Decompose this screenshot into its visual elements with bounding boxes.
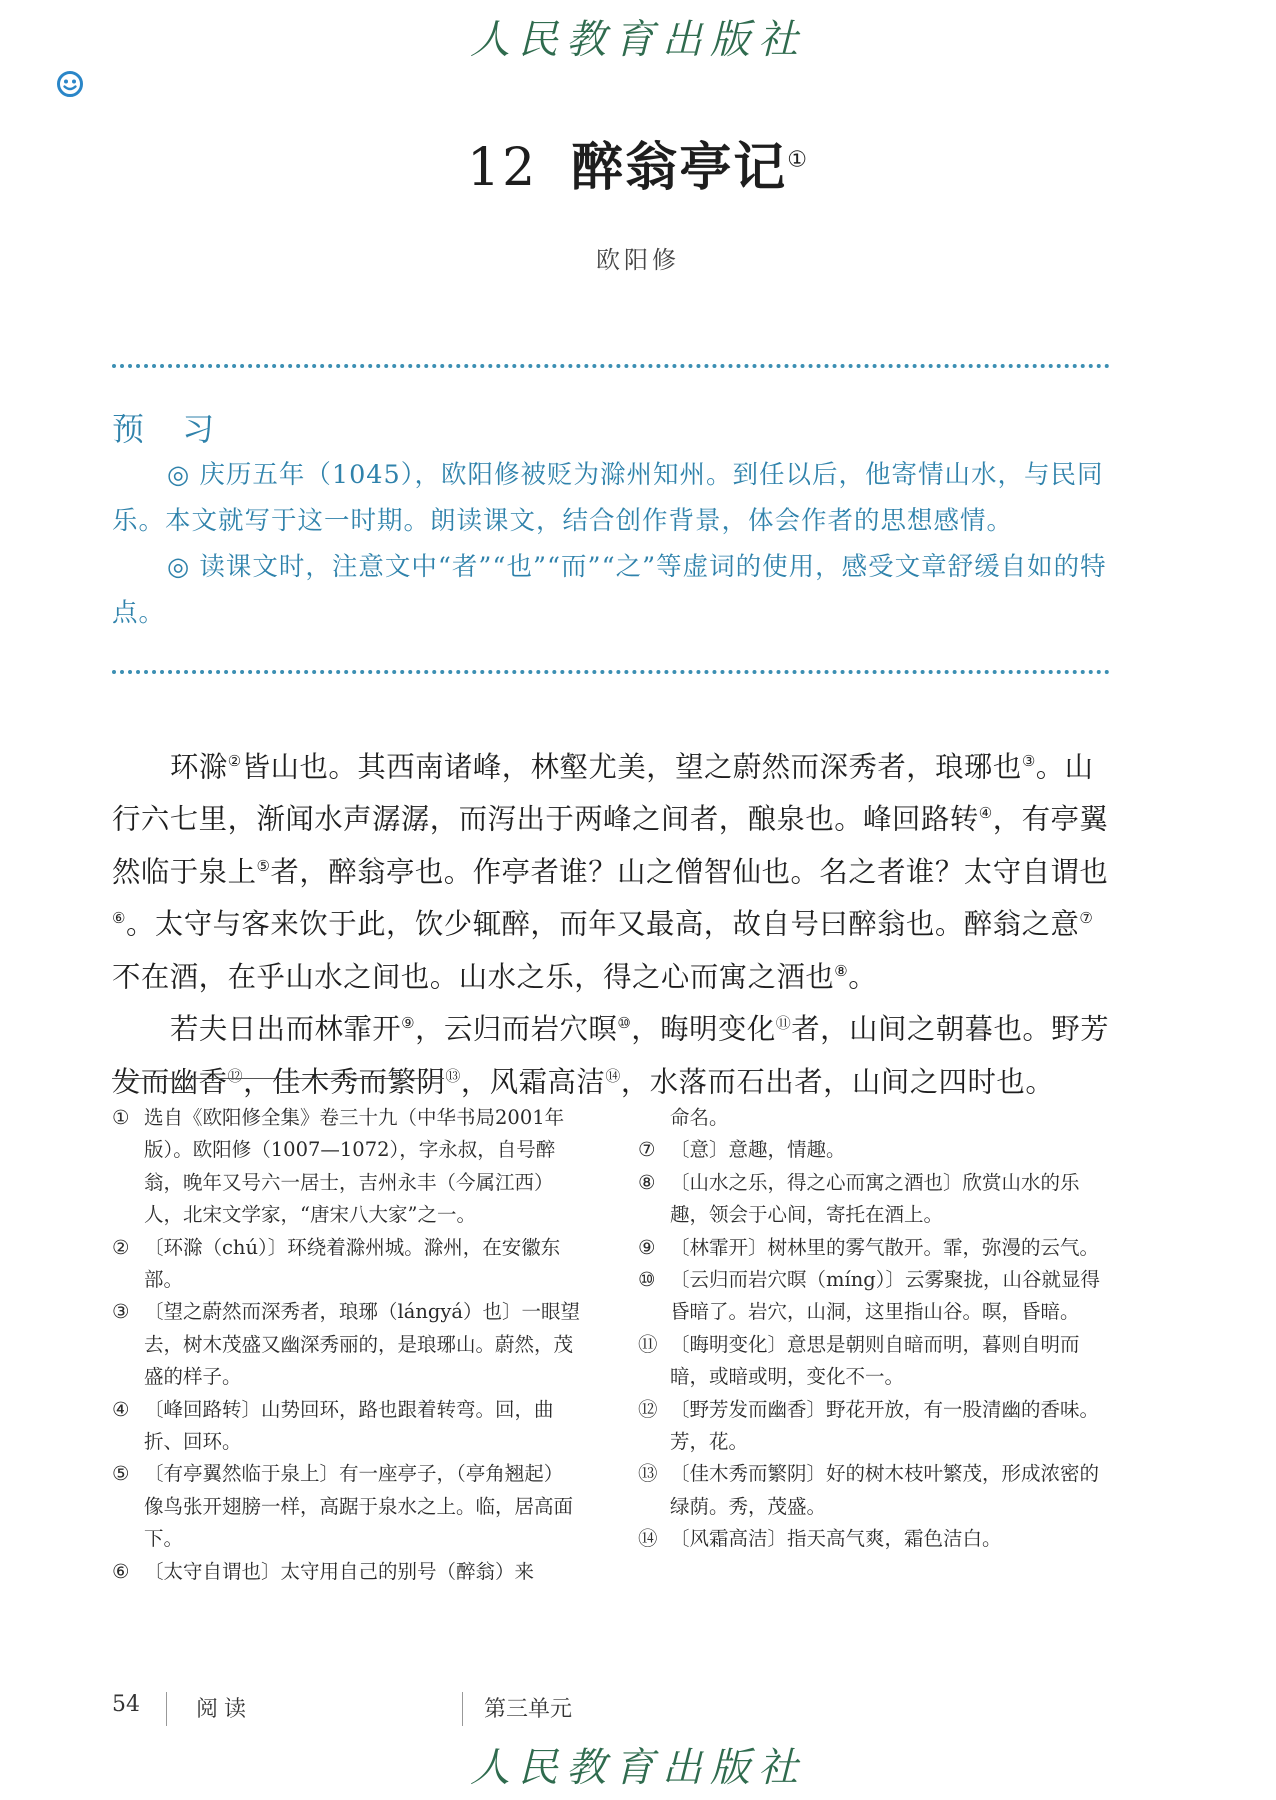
text-segment: 皆山也。其西南诸峰，林壑尤美，望之蔚然而深秀者，琅琊也 xyxy=(241,750,1022,784)
footnote xyxy=(638,1102,1113,1134)
footer-section: 阅读 xyxy=(196,1697,253,1722)
main-text xyxy=(112,738,1110,1105)
footnote-ref[interactable]: ③ xyxy=(1021,752,1036,770)
footer-divider-2 xyxy=(462,1692,463,1726)
footnote-text: 〔太守自谓也〕太守用自己的别号（醉翁）来 xyxy=(144,1559,535,1583)
text-segment: 者，山间之朝暮也。野芳发而幽香 xyxy=(112,1012,1110,1099)
text-segment: 者，醉翁亭也。作亭者谁？山之僧智仙也。名之者谁？太守自谓也 xyxy=(270,855,1109,889)
footnote-ref[interactable]: ⑥ xyxy=(112,909,126,928)
footnote xyxy=(112,1458,582,1555)
footnote xyxy=(638,1232,1113,1264)
text-segment: ，佳木秀而繁阴 xyxy=(243,1065,446,1099)
footnote-ref[interactable]: ⑨ xyxy=(401,1014,416,1033)
text-segment: 。太守与客来饮于此，饮少辄醉，而年又最高，故自号曰醉翁也。醉翁之意 xyxy=(125,907,1080,941)
footnote xyxy=(638,1167,1113,1232)
smiley-icon[interactable] xyxy=(56,70,84,98)
footnote-mark: ② xyxy=(112,1235,130,1259)
author-name: 欧阳修 xyxy=(596,246,680,274)
footnote-mark: ⑥ xyxy=(112,1559,130,1583)
text-segment: 。 xyxy=(848,960,878,994)
footnote-text: 〔望之蔚然而深秀者，琅琊（lángyá）也〕一眼望去，树木茂盛又幽深秀丽的，是琅琊山。蔚然，茂盛的样子。 xyxy=(144,1300,581,1389)
page-number: 54 xyxy=(112,1692,140,1717)
paragraph-2 xyxy=(112,1000,1110,1105)
footnote-mark: ⑧ xyxy=(638,1170,656,1194)
footnote-mark: ⑫ xyxy=(638,1397,658,1421)
text-segment: 。山行六七里，渐闻水声潺潺，而泻出于两峰之间者，酿泉也。峰回路转 xyxy=(112,750,1094,836)
text-segment: ，风霜高洁 xyxy=(460,1065,606,1099)
footnote-mark: ④ xyxy=(112,1397,130,1421)
preview-item-2: ◎ 读课文时，注意文中“者”“也”“而”“之”等虚词的使用，感受文章舒缓自如的特点。 xyxy=(112,552,1107,628)
footnote-text: 〔山水之乐，得之心而寓之酒也〕欣赏山水的乐趣，领会于心间，寄托在酒上。 xyxy=(670,1170,1080,1227)
footnote-mark: ⑦ xyxy=(638,1138,656,1162)
footnote xyxy=(638,1458,1113,1523)
text-segment: 不在酒，在乎山水之间也。山水之乐，得之心而寓之酒也 xyxy=(112,960,835,994)
footnote xyxy=(112,1394,582,1459)
footer-unit: 第三单元 xyxy=(484,1697,573,1722)
footer-divider-1 xyxy=(166,1692,167,1726)
paragraph-1 xyxy=(112,738,1110,1000)
footnote-ref[interactable]: ④ xyxy=(978,804,993,823)
footnote xyxy=(112,1102,582,1232)
lesson-number: 12 xyxy=(467,138,538,198)
footnote-text: 〔峰回路转〕山势回环，路也跟着转弯。回，曲折、回环。 xyxy=(144,1397,554,1454)
footnote-ref[interactable]: ⑩ xyxy=(617,1014,632,1033)
footnote-ref[interactable]: ⑪ xyxy=(775,1014,792,1033)
footnote-mark: ⑪ xyxy=(638,1332,658,1356)
publisher-watermark-top: 人民教育出版社 xyxy=(470,17,806,63)
text-segment: 环滁 xyxy=(170,750,228,784)
text-segment: ，晦明变化 xyxy=(631,1012,776,1046)
footnote-ref[interactable]: ⑬ xyxy=(445,1066,461,1085)
preview-item-1: ◎ 庆历五年（1045），欧阳修被贬为滁州知州。到任以后，他寄情山水，与民同乐。本文就写于这一时期。朗读课文，结合创作背景，体会作者的思想感情。 xyxy=(112,460,1104,536)
footnote xyxy=(112,1556,582,1588)
footnote-text: 〔野芳发而幽香〕野花开放，有一股清幽的香味。芳，花。 xyxy=(670,1397,1100,1454)
footnote-mark: ⑩ xyxy=(638,1268,656,1292)
footnote xyxy=(112,1296,582,1393)
footnote-text: 〔林霏开〕树林里的雾气散开。霏，弥漫的云气。 xyxy=(670,1235,1100,1259)
footnote-mark: ⑬ xyxy=(638,1462,658,1486)
text-segment: 若夫日出而林霏开 xyxy=(170,1012,402,1046)
footnote-text: 〔云归而岩穴暝（míng）〕云雾聚拢，山谷就显得昏暗了。岩穴，山洞，这里指山谷。暝，昏暗。 xyxy=(670,1268,1101,1324)
title-footnote-mark: ① xyxy=(787,147,809,173)
footnote-mark: ① xyxy=(112,1106,130,1129)
footnote-mark: ⑨ xyxy=(638,1235,656,1259)
footnote-text: 〔环滁（chú）〕环绕着滁州城。滁州，在安徽东部。 xyxy=(144,1235,561,1292)
footnote-ref[interactable]: ⑧ xyxy=(834,961,849,980)
footnote-mark: ⑤ xyxy=(112,1462,130,1486)
footnote-text: 〔有亭翼然临于泉上〕有一座亭子，（亭角翘起）像鸟张开翅膀一样，高踞于泉水之上。临，居高面下。 xyxy=(144,1462,574,1551)
dotted-divider-bottom xyxy=(112,670,1110,674)
footnote-ref[interactable]: ⑦ xyxy=(1079,909,1094,928)
footnote xyxy=(638,1264,1113,1329)
footnote xyxy=(638,1394,1113,1459)
footnote xyxy=(112,1232,582,1297)
text-segment: ，水落而石出者，山间之四时也。 xyxy=(620,1065,1055,1099)
footnote-mark: ⑭ xyxy=(638,1527,658,1551)
dotted-divider-top xyxy=(112,364,1110,368)
footnote-ref[interactable]: ⑤ xyxy=(256,856,271,875)
footnote-text: 选自《欧阳修全集》卷三十九（中华书局2001年版）。欧阳修（1007—1072），字永叔，自号醉翁，晚年又号六一居士，吉州永丰（今属江西）人，北宋文学家，“唐宋八大家”之一。 xyxy=(144,1106,565,1227)
footnote-ref[interactable]: ② xyxy=(227,752,242,770)
footnote-text: 〔风霜高洁〕指天高气爽，霜色洁白。 xyxy=(670,1527,1002,1551)
footnote-mark: ③ xyxy=(112,1300,130,1324)
footnote-text: 命名。 xyxy=(670,1106,729,1129)
footnote-rule xyxy=(112,1078,444,1079)
footnote xyxy=(638,1134,1113,1166)
text-segment: ，有亭翼然临于泉上 xyxy=(112,802,1109,889)
footnote-ref[interactable]: ⑭ xyxy=(605,1066,621,1085)
footnotes-right-column xyxy=(638,1102,1113,1556)
footnote-text: 〔佳木秀而繁阴〕好的树木枝叶繁茂，形成浓密的绿荫。秀，茂盛。 xyxy=(670,1462,1100,1518)
preview-box xyxy=(112,452,1110,636)
footnote xyxy=(638,1523,1113,1555)
lesson-title-text: 醉翁亭记 xyxy=(571,137,788,198)
footnote-ref[interactable]: ⑫ xyxy=(227,1066,244,1085)
publisher-watermark-bottom: 人民教育出版社 xyxy=(470,1745,806,1791)
footnote-text: 〔晦明变化〕意思是朝则自暗而明，暮则自明而暗，或暗或明，变化不一。 xyxy=(670,1332,1080,1389)
preview-heading: 预 习 xyxy=(112,410,229,448)
text-segment: ，云归而岩穴暝 xyxy=(415,1012,618,1046)
lesson-title xyxy=(0,125,1276,200)
footnote-text: 〔意〕意趣，情趣。 xyxy=(670,1138,846,1162)
footnote xyxy=(638,1329,1113,1394)
footnotes-left-column xyxy=(112,1102,582,1588)
